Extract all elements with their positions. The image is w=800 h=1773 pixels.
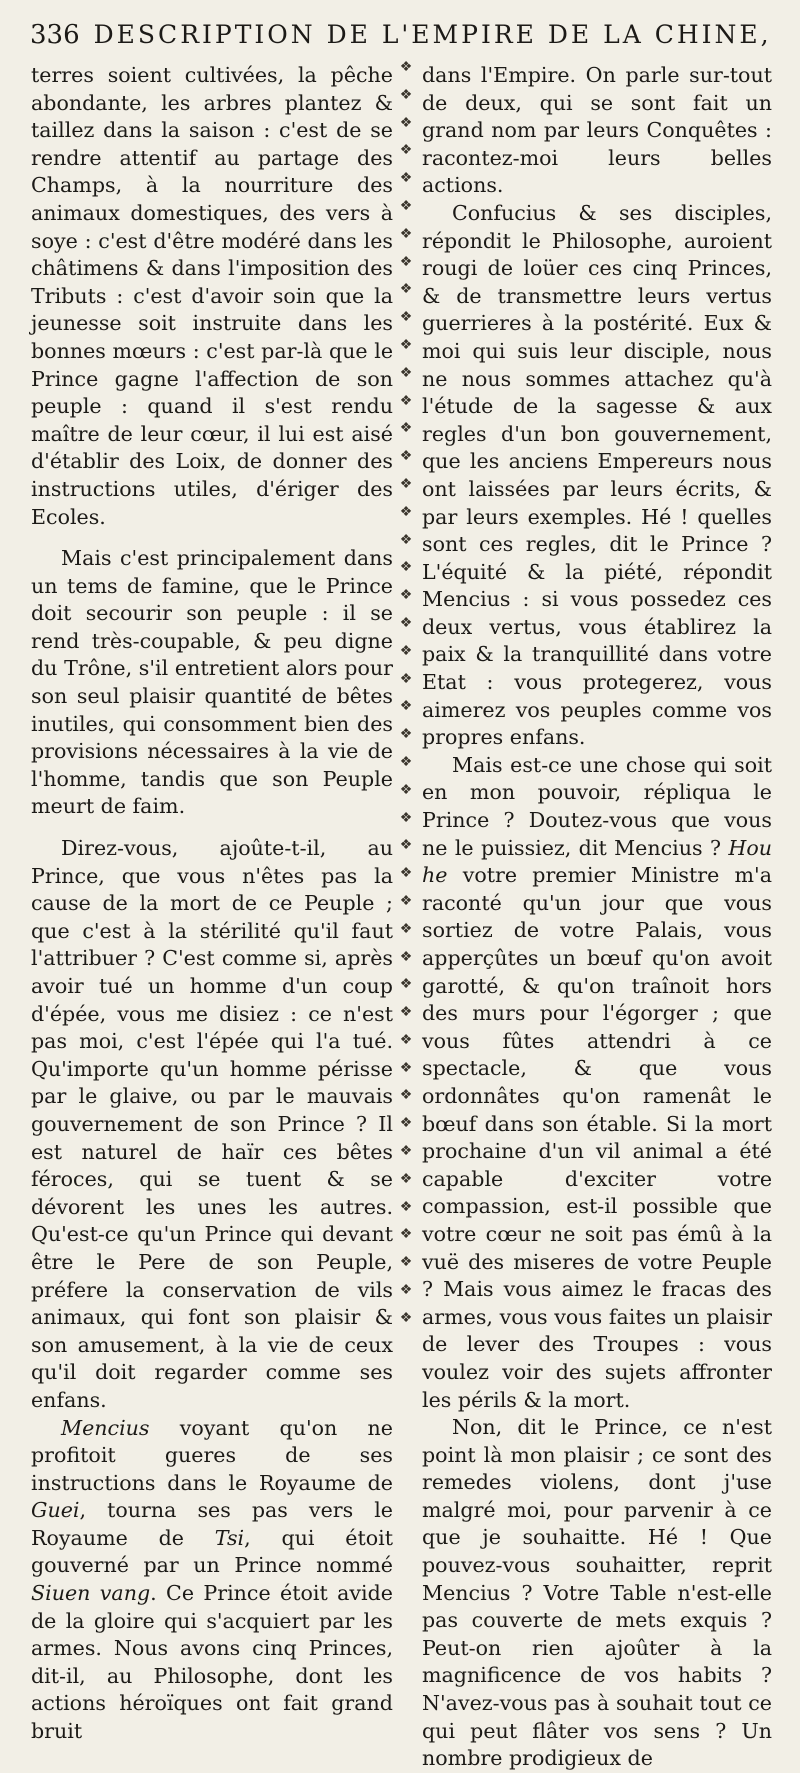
paragraph: dans l'Empire. On parle sur-tout de deux, qui se sont fait un grand nom par leurs Conquêtes : racontez-moi leurs belles actions. bbox=[422, 63, 772, 198]
ornament-icon: ❖ bbox=[399, 920, 413, 937]
ornament-icon: ❖ bbox=[399, 753, 413, 770]
paragraph: terres soient cultivées, la pêche abondante, les arbres plantez & taillez dans la saison : c'est de se rendre attentif au partage des Champs, à la nourriture des animaux domestiques, des vers à soye : c'est d'être modéré dans les châtimens & dans l'imposition des Tributs : c'est d'avoir soin que la jeunesse soit instruite dans les bonnes mœurs : c'est par-là que le Prince gagne l'affection de son peuple : quand il s'est rendu maître de leur cœur, il lui est aisé d'établir des Loix, de donner des instructions utiles, d'ériger des Ecoles. bbox=[31, 63, 393, 529]
ornament-icon: ❖ bbox=[399, 1198, 413, 1215]
ornament-icon: ❖ bbox=[399, 114, 413, 131]
paragraph: Mais c'est principalement dans un tems de famine, que le Prince doit secourir son peuple : il se rend très-coupable, & peu digne du Trône, s'il entretient alors pour son seul plaisir quantité de bêtes inutiles, qui consomment bien des provisions nécessaires à la vie de l'homme, tandis que son Peuple meurt de faim. bbox=[31, 546, 393, 819]
ornament-icon: ❖ bbox=[399, 1309, 413, 1326]
ornament-icon: ❖ bbox=[399, 1087, 413, 1104]
italic-name: Tsi bbox=[214, 1525, 245, 1550]
ornament-icon: ❖ bbox=[399, 253, 413, 270]
text-run: Mais est-ce une chose qui soit en mon pouvoir, répliqua le Prince ? Doutez-vous que vous ne le puissiez, dit Mencius ? bbox=[422, 752, 772, 860]
paragraph bbox=[422, 752, 772, 1414]
page-number: 336 bbox=[30, 20, 80, 50]
ornament-icon: ❖ bbox=[399, 86, 413, 103]
italic-name: Hou he bbox=[422, 835, 772, 888]
ornament-icon: ❖ bbox=[399, 837, 413, 854]
text-run: votre premier Ministre m'a raconté qu'un jour que vous sortiez de votre Palais, vous apperçûtes un bœuf qu'on avoit garotté, & qu'on traînoit hors des murs pour l'égorger ; que vous fûtes attendri à ce spectacle, & que vous ordonnâtes qu'on ramenât le bœuf dans son étable. Si la mort prochaine d'un vil animal a été capable d'exciter votre compassion, est-il possible que votre cœur ne soit pas émû à la vuë des miseres de votre Peuple ? Mais vous aimez le fracas des armes, vous vous faites un plaisir de lever des Troupes : vous voulez voir des sujets affronter les périls & la mort. bbox=[422, 863, 772, 1412]
ornament-icon: ❖ bbox=[399, 531, 413, 548]
ornament-icon: ❖ bbox=[399, 1031, 413, 1048]
page-header bbox=[30, 20, 792, 60]
ornament-icon: ❖ bbox=[399, 475, 413, 492]
ornament-icon: ❖ bbox=[399, 698, 413, 715]
ornament-icon: ❖ bbox=[399, 1059, 413, 1076]
ornament-icon: ❖ bbox=[399, 503, 413, 520]
ornament-icon: ❖ bbox=[399, 726, 413, 743]
italic-name: Guei bbox=[31, 1498, 80, 1523]
paragraph: Direz-vous, ajoûte-t-il, au Prince, que vous n'êtes pas la cause de la mort de ce Peuple ; que c'est à la stérilité qu'il faut l'attribuer ? C'est comme si, après avoir tué un homme d'un coup d'épée, vous me disiez : ce n'est pas moi, c'est l'épée qui l'a tué. Qu'importe qu'un homme périsse par le glaive, ou par le mauvais gouvernement de son Prince ? Il est naturel de haïr ces bêtes féroces, qui se tuent & se dévorent les unes les autres. Qu'est-ce qu'un Prince qui devant être le Pere de son Peuple, préfere la conservation de vils animaux, qui font son plaisir & son amusement, à la vie de ceux qu'il doit regarder comme ses enfans. bbox=[31, 836, 393, 1412]
ornament-icon: ❖ bbox=[399, 587, 413, 604]
ornament-icon: ❖ bbox=[399, 197, 413, 214]
ornament-icon: ❖ bbox=[399, 1004, 413, 1021]
ornament-icon: ❖ bbox=[399, 865, 413, 882]
text-run: , qui étoit gouverné par un Prince nommé bbox=[31, 1525, 393, 1578]
text-run: . Ce Prince étoit avide de la gloire qui s'acquiert par les armes. Nous avons cinq Princes, dit-il, au Philosophe, dont les actions héroïques ont fait grand bruit bbox=[31, 1581, 393, 1744]
ornamental-column-divider bbox=[395, 60, 417, 1325]
paragraph: Non, dit le Prince, ce n'est point là mon plaisir ; ce sont des remedes violens, dont j'use malgré moi, pour parvenir à ce que je souhaitte. Hé ! Que pouvez-vous souhaitter, reprit Mencius ? Votre Table n'est-elle pas couverte de mets exquis ? Peut-on rien ajoûter à la magnificence de vos habits ? N'avez-vous pas à souhait tout ce qui peut flâter vos sens ? Un nombre prodigieux de bbox=[422, 1415, 772, 1771]
ornament-icon: ❖ bbox=[399, 170, 413, 187]
right-column bbox=[422, 62, 772, 1773]
ornament-icon: ❖ bbox=[399, 976, 413, 993]
ornament-icon: ❖ bbox=[399, 670, 413, 687]
ornament-icon: ❖ bbox=[399, 281, 413, 298]
left-column bbox=[31, 62, 393, 1746]
ornament-icon: ❖ bbox=[399, 225, 413, 242]
ornament-icon: ❖ bbox=[399, 1115, 413, 1132]
ornament-icon: ❖ bbox=[399, 392, 413, 409]
ornament-icon: ❖ bbox=[399, 1282, 413, 1299]
ornament-icon: ❖ bbox=[399, 781, 413, 798]
ornament-icon: ❖ bbox=[399, 892, 413, 909]
running-title: DESCRIPTION DE L'EMPIRE DE LA CHINE, bbox=[93, 20, 772, 49]
ornament-icon: ❖ bbox=[399, 1254, 413, 1271]
ornament-icon: ❖ bbox=[399, 420, 413, 437]
ornament-icon: ❖ bbox=[399, 809, 413, 826]
ornament-icon: ❖ bbox=[399, 1143, 413, 1160]
ornament-icon: ❖ bbox=[399, 614, 413, 631]
ornament-icon: ❖ bbox=[399, 142, 413, 159]
ornament-icon: ❖ bbox=[399, 448, 413, 465]
paragraph bbox=[31, 1415, 393, 1746]
ornament-icon: ❖ bbox=[399, 642, 413, 659]
ornament-icon: ❖ bbox=[399, 309, 413, 326]
text-run: voyant qu'on ne profitoit gueres de ses instructions dans le Royaume de bbox=[31, 1415, 393, 1495]
paragraph: Confucius & ses disciples, répondit le Philosophe, auroient rougi de loüer ces cinq Princes, & de transmettre leurs vertus guerrieres à la postérité. Eux & moi qui suis leur disciple, nous ne nous sommes attachez qu'à l'étude de la sagesse & aux regles d'un bon gouvernement, que les anciens Empereurs nous ont laissées par leurs écrits, & par leurs exemples. Hé ! quelles sont ces regles, dit le Prince ? L'équité & la piété, répondit Mencius : si vous possedez ces deux vertus, vous établirez la paix & la tranquillité dans votre Etat : vous protegerez, vous aimerez vos peuples comme vos propres enfans. bbox=[422, 200, 772, 750]
italic-name: Mencius bbox=[61, 1415, 150, 1440]
ornament-icon: ❖ bbox=[399, 336, 413, 353]
ornament-icon: ❖ bbox=[399, 1170, 413, 1187]
ornament-icon: ❖ bbox=[399, 948, 413, 965]
ornament-icon: ❖ bbox=[399, 364, 413, 381]
ornament-icon: ❖ bbox=[399, 559, 413, 576]
ornament-icon: ❖ bbox=[399, 59, 413, 75]
text-run: , tourna ses pas vers le Royaume de bbox=[31, 1498, 393, 1550]
italic-name: Siuen vang bbox=[31, 1581, 151, 1606]
ornament-icon: ❖ bbox=[399, 1226, 413, 1243]
